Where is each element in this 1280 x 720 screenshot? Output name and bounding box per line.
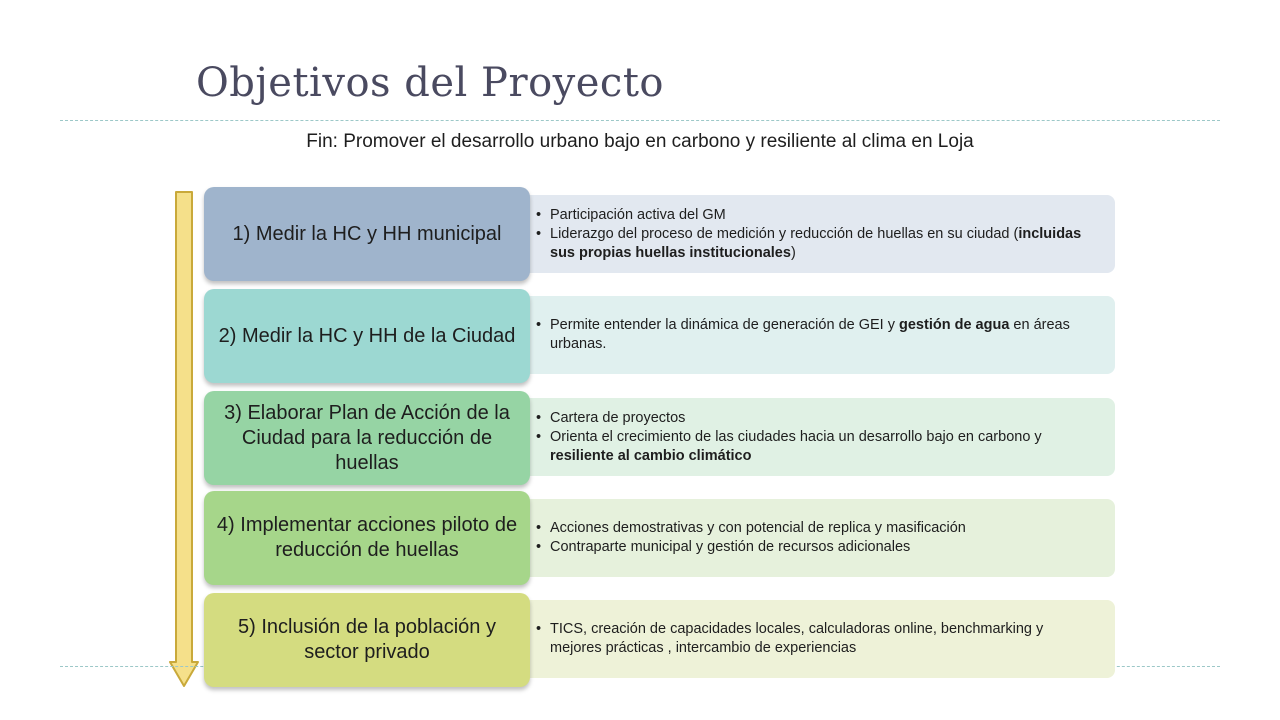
detail-text: Participación activa del GM xyxy=(550,206,726,223)
down-arrow-icon xyxy=(168,190,200,688)
objective-detail-list xyxy=(536,620,1095,658)
objective-detail-item xyxy=(536,620,1095,658)
objective-detail-list xyxy=(536,316,1095,354)
objective-step-label: 3) Elaborar Plan de Acción de la Ciudad para la reducción de huellas xyxy=(224,401,510,474)
objective-detail-panel xyxy=(500,499,1115,577)
objective-detail-item xyxy=(536,538,966,557)
objective-detail-list xyxy=(536,519,966,557)
objective-step-label: 5) Inclusión de la población y sector privado xyxy=(238,616,496,663)
objective-detail-list xyxy=(536,206,1095,263)
objective-detail-item xyxy=(536,225,1095,263)
objective-step-label: 1) Medir la HC y HH municipal xyxy=(232,222,502,245)
objective-step-box xyxy=(204,593,530,687)
objective-detail-item xyxy=(536,519,966,538)
detail-text: en áreas urbanas. xyxy=(550,317,1070,352)
objective-step-box xyxy=(204,491,530,585)
page-subtitle: Fin: Promover el desarrollo urbano bajo en carbono y resiliente al clima en Loja xyxy=(306,131,974,152)
objective-step-label: 4) Implementar acciones piloto de reducción de huellas xyxy=(216,514,518,561)
detail-text: Acciones demostrativas y con potencial de replica y masificación xyxy=(550,520,966,536)
detail-text-bold: resiliente al cambio climático xyxy=(550,447,752,464)
detail-text: Permite entender la dinámica de generación de GEI y xyxy=(550,317,900,333)
detail-text: Contraparte municipal y gestión de recursos adicionales xyxy=(550,539,911,555)
objective-detail-panel xyxy=(500,296,1115,374)
detail-text: TICS, creación de capacidades locales, calculadoras online, benchmarking y mejores prácticas , intercambio de experiencias xyxy=(550,621,1044,656)
objective-step-box xyxy=(204,289,530,383)
objective-detail-item xyxy=(536,206,1095,225)
detail-text: Cartera de proyectos xyxy=(550,409,686,426)
objective-step-box xyxy=(204,391,530,485)
objective-detail-item xyxy=(536,316,1095,354)
detail-text-bold: gestión de agua xyxy=(899,317,1010,333)
objective-detail-list xyxy=(536,409,1095,466)
objective-step-label: 2) Medir la HC y HH de la Ciudad xyxy=(218,324,516,347)
objective-detail-item xyxy=(536,428,1095,466)
objective-detail-panel xyxy=(500,398,1115,476)
detail-text-bold: incluidas sus propias huellas institucionales xyxy=(550,225,1082,261)
objective-detail-item xyxy=(536,409,1095,428)
objective-detail-panel xyxy=(500,195,1115,273)
detail-text: Liderazgo del proceso de medición y reducción de huellas en su ciudad ( xyxy=(550,225,1019,242)
detail-text: Orienta el crecimiento de las ciudades hacia un desarrollo bajo en carbono y xyxy=(550,428,1042,445)
objective-detail-panel xyxy=(500,600,1115,678)
page-title: Objetivos del Proyecto xyxy=(196,60,664,106)
objective-step-box xyxy=(204,187,530,281)
title-divider xyxy=(60,120,1220,121)
detail-text: ) xyxy=(790,244,796,261)
